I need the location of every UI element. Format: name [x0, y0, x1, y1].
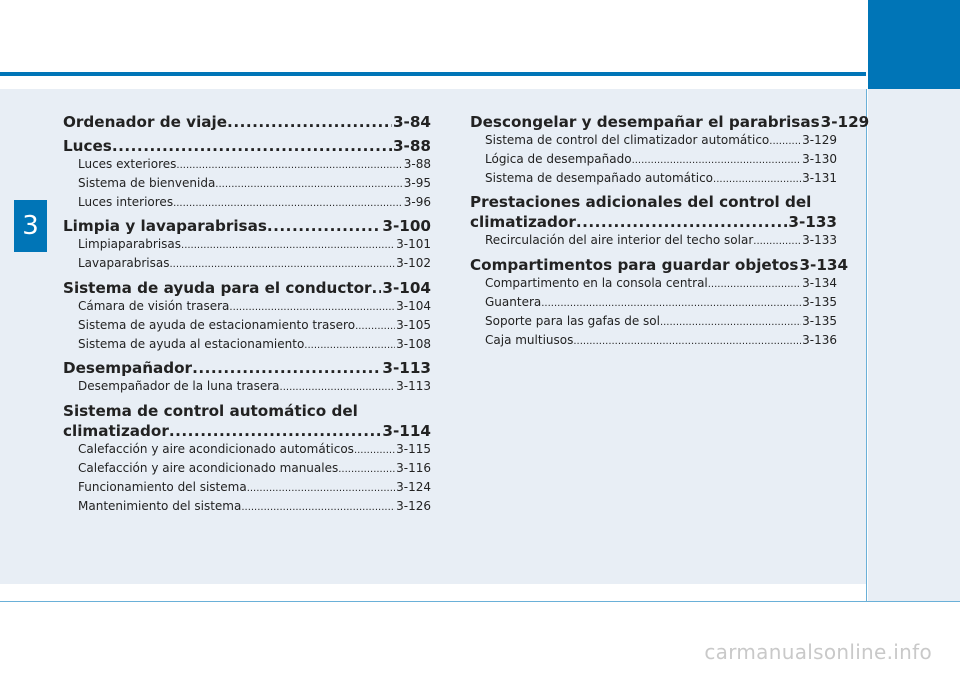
toc-section-entry[interactable] [470, 255, 849, 275]
toc-page-number: 3-104 [382, 278, 431, 297]
dot-leader [338, 460, 395, 479]
toc-section-title: climatizador [63, 422, 169, 441]
toc-page-number: 3-129 [820, 113, 870, 131]
toc-subsection-title: Luces exteriores [78, 157, 177, 171]
toc-subsection-title: Sistema de ayuda de estacionamiento trasero [78, 317, 356, 332]
toc-left-column [63, 108, 431, 516]
toc-subsection-entry[interactable] [63, 194, 431, 213]
dot-leader [170, 255, 396, 274]
toc-subsection-entry[interactable] [470, 294, 837, 313]
toc-section-title: Luces [63, 137, 112, 155]
toc-subsection-entry[interactable] [63, 460, 431, 479]
dot-leader [753, 232, 801, 251]
toc-subsection-entry[interactable] [470, 332, 837, 351]
toc-subsection-title: Funcionamiento del sistema [78, 479, 247, 494]
toc-subsection-entry[interactable] [470, 151, 837, 170]
vertical-divider [866, 89, 867, 601]
toc-page-number: 3-129 [802, 133, 837, 147]
dot-leader [227, 112, 392, 132]
toc-page-number: 3-102 [396, 256, 431, 271]
toc-section-entry[interactable] [63, 278, 431, 298]
dot-leader [354, 441, 395, 460]
toc-subsection-title: Mantenimiento del sistema [78, 498, 242, 513]
dot-leader [304, 336, 395, 355]
dot-leader [173, 194, 403, 213]
chapter-tab [14, 200, 47, 252]
toc-subsection-entry[interactable] [63, 175, 431, 194]
toc-subsection-title: Compartimento en la consola central [485, 276, 708, 291]
toc-page-number: 3-96 [403, 194, 431, 209]
toc-subsection-entry[interactable] [63, 336, 431, 355]
toc-section-title: Prestaciones adicionales del control del [470, 193, 812, 212]
bottom-rule [0, 601, 960, 602]
toc-subsection-entry[interactable] [63, 317, 431, 336]
dot-leader [632, 151, 802, 170]
dot-leader [355, 317, 395, 336]
toc-subsection-title: Calefacción y aire acondicionado manuales [78, 460, 339, 475]
toc-subsection-entry[interactable] [470, 232, 837, 251]
chapter-number: 3 [22, 211, 39, 241]
toc-subsection-title: Sistema de ayuda al estacionamiento [78, 336, 305, 351]
toc-subsection-entry[interactable] [63, 156, 431, 175]
toc-subsection-entry[interactable] [63, 479, 431, 498]
toc-subsection-title: Sistema de desempañado automático [485, 170, 714, 185]
toc-page-number: 3-126 [396, 498, 431, 513]
dot-leader [541, 294, 801, 313]
toc-page-number: 3-133 [788, 213, 837, 232]
dot-leader [181, 236, 395, 255]
dot-leader [769, 132, 801, 151]
dot-leader [192, 358, 381, 378]
toc-page-number: 3-88 [392, 137, 431, 155]
toc-page-number: 3-114 [382, 422, 431, 441]
toc-page-number: 3-135 [802, 313, 837, 328]
dot-leader [176, 156, 402, 175]
toc-page-number: 3-84 [392, 113, 431, 131]
toc-section-title: Compartimentos para guardar objetos [470, 256, 799, 275]
toc-page-number: 3-135 [802, 294, 837, 309]
toc-page-number: 3-136 [802, 332, 837, 347]
toc-section-title: Limpia y lavaparabrisas [63, 217, 267, 236]
toc-subsection-title: Recirculación del aire interior del techo solar [485, 233, 754, 248]
toc-section-entry[interactable] [63, 136, 431, 156]
dot-leader [215, 175, 402, 194]
toc-page-number: 3-95 [403, 175, 431, 190]
toc-page-number: 3-116 [396, 460, 431, 475]
toc-page-number: 3-134 [799, 256, 849, 275]
dot-leader [372, 278, 382, 298]
toc-subsection-title: Luces interiores [78, 194, 174, 209]
dot-leader [576, 212, 788, 232]
toc-section-title: Ordenador de viaje [63, 113, 228, 131]
toc-section-title: Sistema de ayuda para el conductor [63, 278, 372, 297]
toc-subsection-title: Guantera [485, 294, 542, 309]
toc-page-number: 3-108 [396, 336, 431, 351]
dot-leader [229, 298, 395, 317]
toc-subsection-entry[interactable] [63, 378, 431, 397]
toc-section-entry[interactable] [470, 112, 870, 132]
toc-subsection-entry[interactable] [470, 313, 837, 332]
toc-page-number: 3-130 [802, 151, 837, 166]
toc-subsection-title: Lavaparabrisas [78, 256, 170, 271]
toc-section-entry[interactable] [63, 358, 431, 378]
toc-page-number: 3-133 [802, 233, 837, 248]
dot-leader [169, 421, 382, 441]
toc-section-title: Descongelar y desempañar el parabrisas [470, 113, 820, 131]
toc-subsection-title: Soporte para las gafas de sol [485, 313, 660, 328]
toc-section-entry[interactable] [63, 401, 431, 441]
toc-page-number: 3-101 [396, 237, 431, 252]
toc-subsection-entry[interactable] [63, 236, 431, 255]
top-rule [0, 72, 866, 76]
toc-subsection-title: Limpiaparabrisas [78, 237, 182, 252]
toc-subsection-title: Sistema de bienvenida [78, 175, 216, 190]
toc-page-number: 3-113 [382, 359, 431, 378]
dot-leader [241, 498, 395, 517]
side-strip [868, 89, 960, 601]
toc-page-number: 3-113 [396, 379, 431, 394]
dot-leader [267, 216, 382, 236]
toc-subsection-entry[interactable] [470, 275, 837, 294]
dot-leader [660, 313, 801, 332]
toc-page-number: 3-100 [382, 217, 431, 236]
toc-right-column [470, 108, 870, 350]
dot-leader [280, 378, 396, 397]
toc-subsection-entry[interactable] [63, 441, 431, 460]
toc-subsection-title: Desempañador de la luna trasera [78, 379, 280, 394]
toc-subsection-entry[interactable] [470, 170, 837, 189]
toc-page-number: 3-115 [396, 442, 431, 457]
toc-page-number: 3-134 [802, 276, 837, 291]
toc-page-number: 3-124 [396, 479, 431, 494]
toc-page-number: 3-88 [403, 157, 431, 171]
toc-subsection-title: Calefacción y aire acondicionado automáticos [78, 442, 354, 457]
toc-page-number: 3-105 [396, 317, 431, 332]
dot-leader [713, 170, 801, 189]
toc-subsection-entry[interactable] [63, 298, 431, 317]
toc-subsection-title: Cámara de visión trasera [78, 298, 230, 313]
toc-subsection-entry[interactable] [63, 255, 431, 274]
toc-section-title: climatizador [470, 213, 576, 232]
toc-subsection-entry[interactable] [470, 132, 837, 151]
toc-subsection-entry[interactable] [63, 498, 431, 517]
dot-leader [573, 332, 801, 351]
corner-block [868, 0, 960, 89]
toc-section-title: Desempañador [63, 359, 193, 378]
watermark: carmanualsonline.info [704, 640, 932, 664]
toc-section-entry[interactable] [63, 112, 431, 132]
toc-section-title: Sistema de control automático del [63, 402, 358, 421]
dot-leader [708, 275, 801, 294]
toc-section-entry[interactable] [63, 216, 431, 236]
toc-page-number: 3-131 [802, 170, 837, 185]
dot-leader [112, 136, 392, 156]
toc-subsection-title: Caja multiusos [485, 332, 574, 347]
toc-subsection-title: Lógica de desempañado [485, 151, 632, 166]
toc-page-number: 3-104 [396, 298, 431, 313]
toc-subsection-title: Sistema de control del climatizador automático [485, 133, 770, 147]
dot-leader [247, 479, 395, 498]
toc-section-entry[interactable] [470, 192, 837, 232]
